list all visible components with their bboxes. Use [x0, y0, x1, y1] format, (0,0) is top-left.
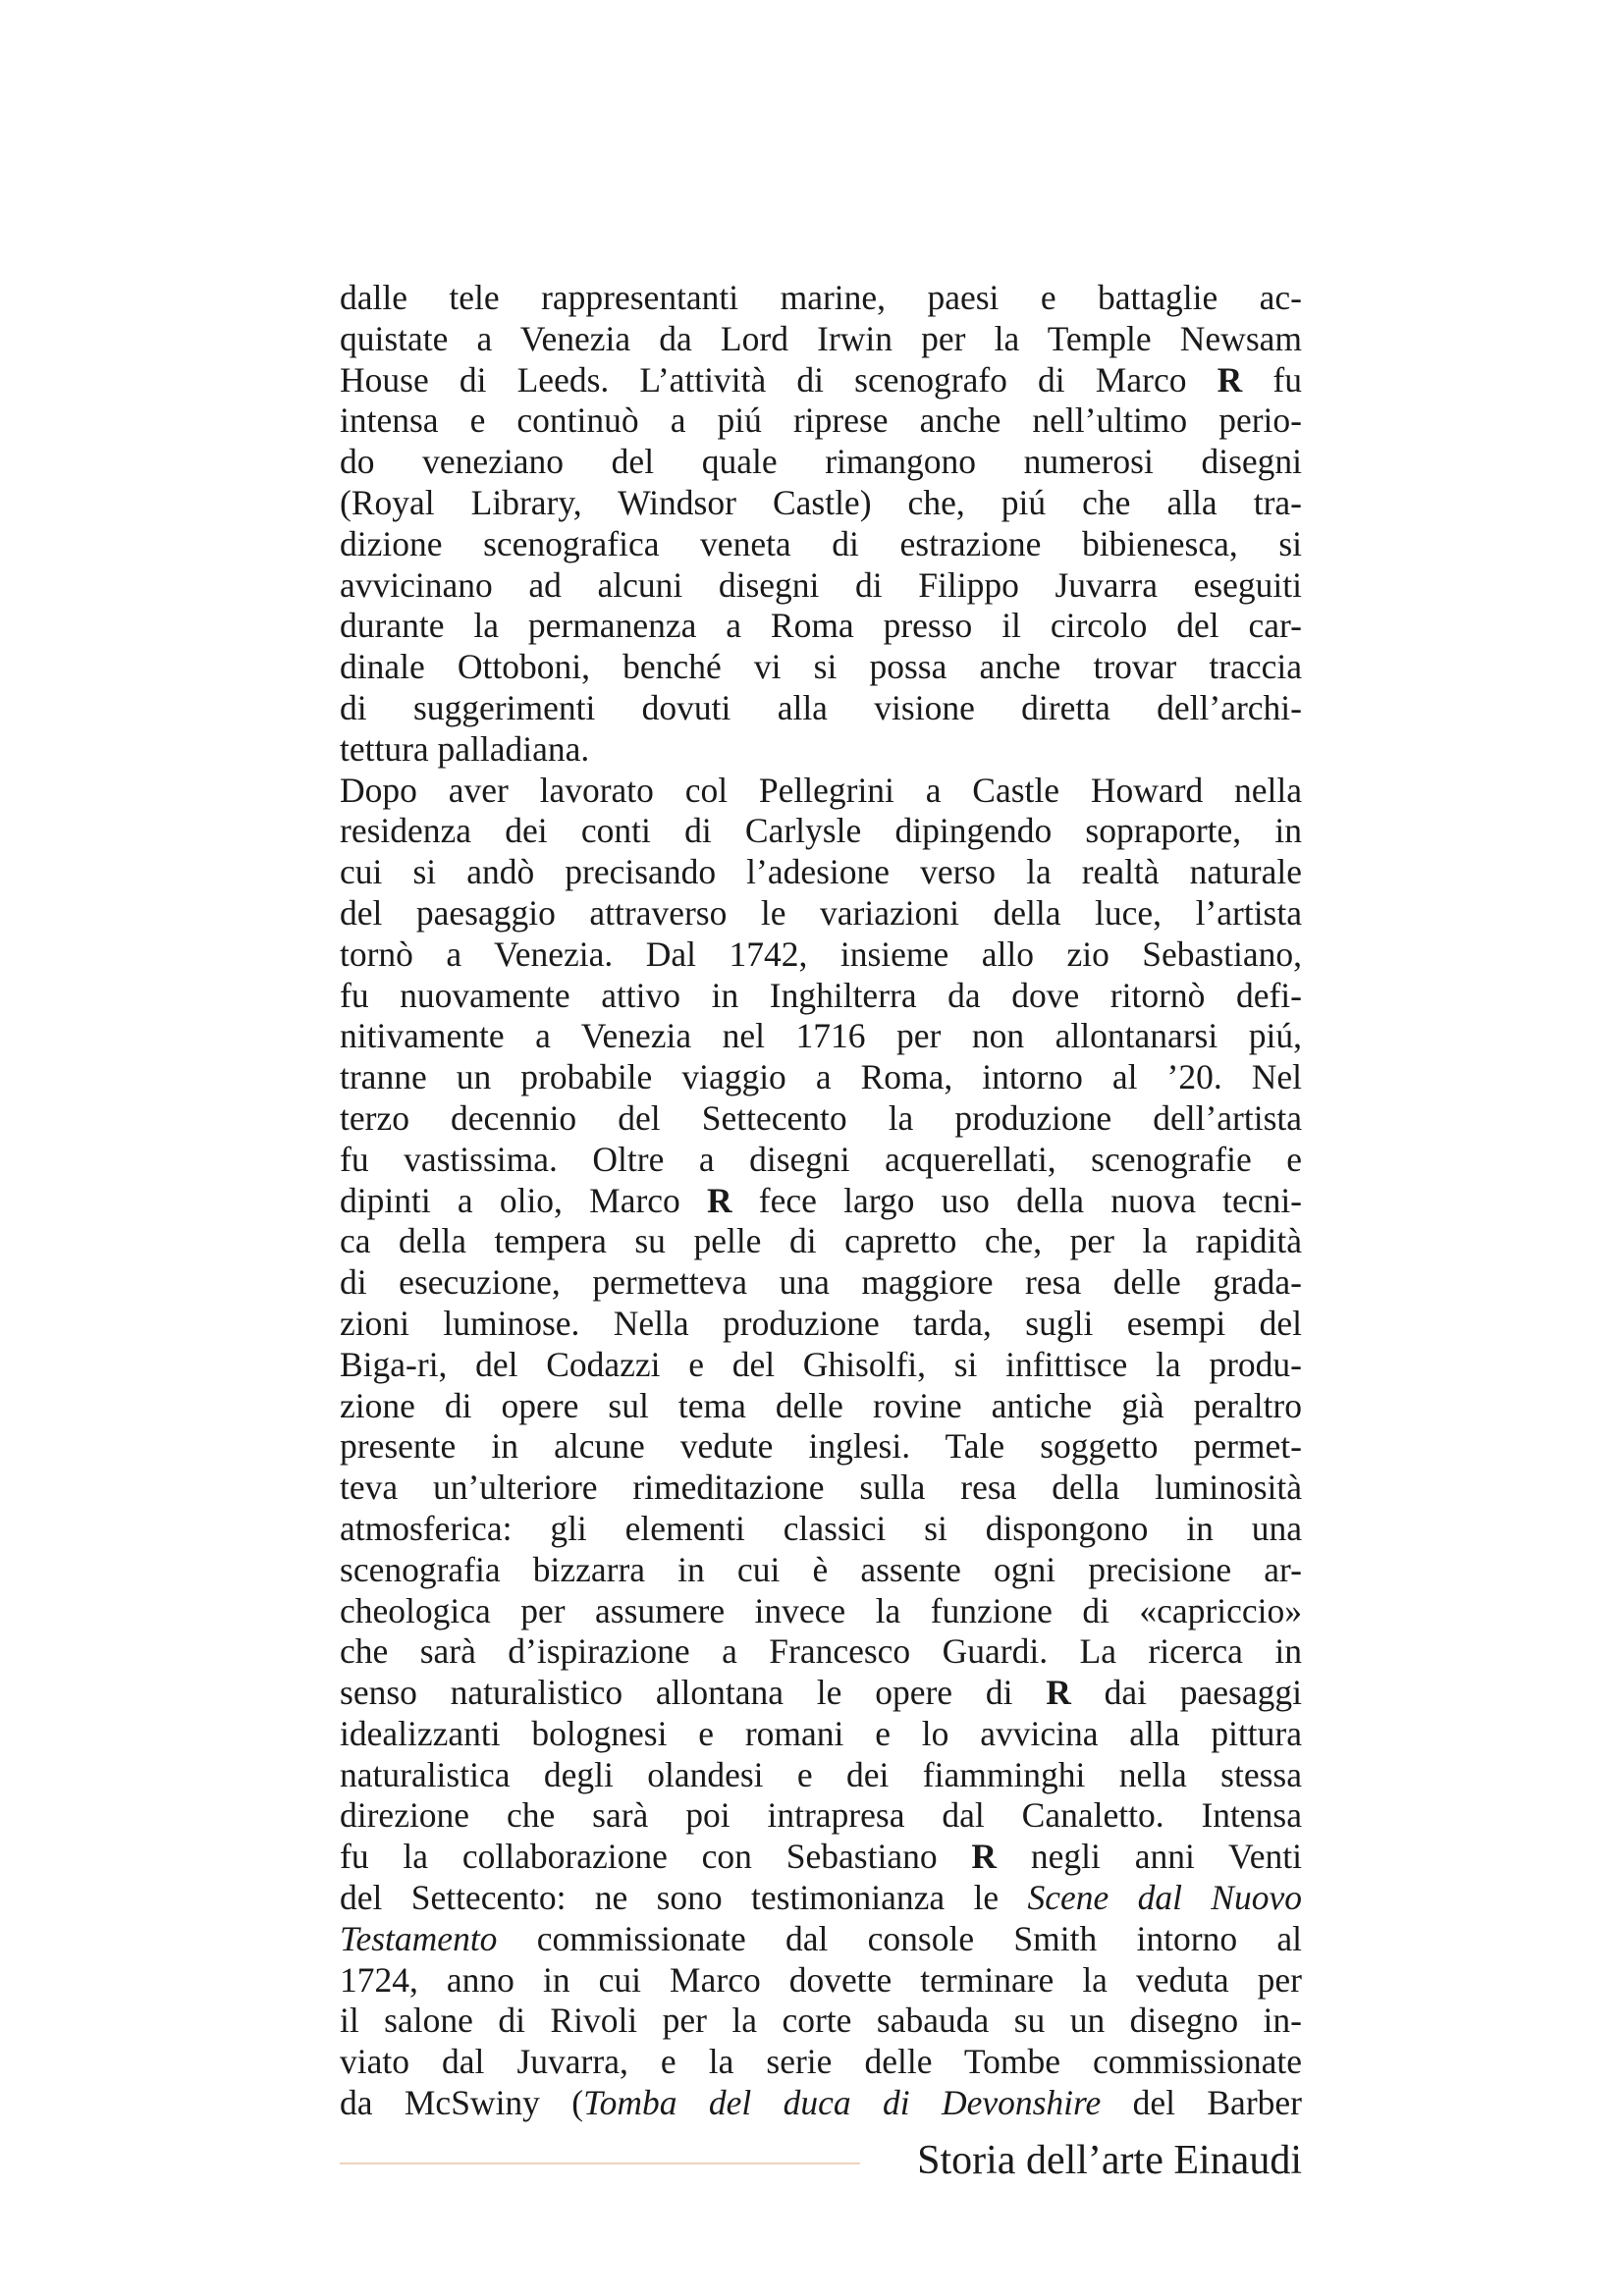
text-run: intensa e continuò a piú riprese anche nell’ultimo perio-	[340, 400, 1302, 441]
text-run: senso naturalistico allontana le opere di	[340, 1673, 1047, 1713]
text-line	[340, 1426, 1302, 1468]
text-run: negli anni Venti	[997, 1837, 1302, 1877]
bold-text: R	[1046, 1673, 1071, 1713]
text-run: avvicinano ad alcuni disegni di Filippo Juvarra eseguiti	[340, 564, 1302, 605]
italic-text: Scene dal Nuovo	[1027, 1878, 1302, 1918]
text-line	[340, 852, 1302, 893]
text-line	[340, 2042, 1302, 2083]
text-line	[340, 893, 1302, 934]
text-line	[340, 278, 1302, 319]
text-line	[340, 1386, 1302, 1427]
text-line	[340, 1468, 1302, 1509]
text-line	[340, 524, 1302, 565]
text-line	[340, 1755, 1302, 1796]
text-run: dai paesaggi	[1070, 1673, 1302, 1713]
text-run: ca della tempera su pelle di capretto che, per la rapidità	[340, 1221, 1302, 1261]
text-line	[340, 1919, 1302, 1960]
text-run: tornò a Venezia. Dal 1742, insieme allo zio Sebastiano,	[340, 934, 1302, 974]
text-run: terzo decennio del Settecento la produzione dell’artista	[340, 1097, 1302, 1138]
text-line	[340, 1878, 1302, 1919]
text-run: da McSwiny (	[340, 2083, 584, 2123]
text-run: naturalistica degli olandesi e dei fiamminghi nella stessa	[340, 1754, 1302, 1794]
text-line	[340, 811, 1302, 852]
text-line	[340, 1837, 1302, 1878]
text-run: atmosferica: gli elementi classici si dispongono in una	[340, 1508, 1302, 1548]
text-line	[340, 1795, 1302, 1837]
text-line	[340, 483, 1302, 524]
italic-text: Tomba del duca di Devonshire	[583, 2083, 1102, 2123]
text-line	[340, 1098, 1302, 1140]
text-run: scenografia bizzarra in cui è assente ogni precisione ar-	[340, 1549, 1302, 1589]
text-line	[340, 1016, 1302, 1057]
text-run: dalle tele rappresentanti marine, paesi e battaglie ac-	[340, 278, 1302, 317]
text-run: fu	[1242, 359, 1302, 400]
bold-text: R	[1217, 359, 1243, 400]
text-run: dipinti a olio, Marco	[340, 1180, 707, 1220]
bold-text: R	[971, 1837, 998, 1877]
text-run: del Settecento: ne sono testimonianza le	[340, 1878, 1028, 1918]
text-run: del paesaggio attraverso le variazioni della luce, l’artista	[340, 892, 1302, 933]
text-line	[340, 1509, 1302, 1550]
text-line	[340, 934, 1302, 976]
paragraph	[340, 771, 1302, 2124]
text-line	[340, 976, 1302, 1017]
text-run: cheologica per assumere invece la funzione di «capriccio»	[340, 1590, 1302, 1630]
text-run: commissionate dal console Smith intorno al	[497, 1918, 1302, 1958]
text-run: del Barber	[1101, 2083, 1302, 2123]
text-line	[340, 1960, 1302, 2002]
footer-title: Storia dell’arte Einaudi	[917, 2138, 1302, 2183]
text-run: fu vastissima. Oltre a disegni acquerellati, scenografie e	[340, 1139, 1302, 1179]
text-line	[340, 1591, 1302, 1632]
text-run: residenza dei conti di Carlysle dipingendo sopraporte, in	[340, 811, 1302, 851]
text-line	[340, 1221, 1302, 1262]
text-run: do veneziano del quale rimangono numerosi disegni	[340, 442, 1302, 482]
text-run: dizione scenografica veneta di estrazione bibienesca, si	[340, 523, 1302, 563]
text-line	[340, 400, 1302, 442]
text-run: durante la permanenza a Roma presso il circolo del car-	[340, 606, 1302, 646]
text-line	[340, 1631, 1302, 1673]
bold-text: R	[706, 1180, 732, 1220]
text-line	[340, 1673, 1302, 1714]
text-run: Biga-ri, del Codazzi e del Ghisolfi, si infittisce la produ-	[340, 1344, 1302, 1384]
text-run: viato dal Juvarra, e la serie delle Tombe commissionate	[340, 2042, 1302, 2082]
text-line	[340, 2001, 1302, 2042]
text-line	[340, 729, 1302, 771]
text-line	[340, 1345, 1302, 1386]
text-run: direzione che sarà poi intrapresa dal Canaletto. Intensa	[340, 1795, 1302, 1836]
body-text	[340, 278, 1302, 2124]
text-line	[340, 1714, 1302, 1755]
text-run: zione di opere sul tema delle rovine antiche già peraltro	[340, 1385, 1302, 1425]
text-run: quistate a Venezia da Lord Irwin per la Temple Newsam	[340, 318, 1302, 358]
text-run: zioni luminose. Nella produzione tarda, sugli esempi del	[340, 1303, 1302, 1343]
text-run: Dopo aver lavorato col Pellegrini a Castle Howard nella	[340, 770, 1302, 810]
text-run: teva un’ulteriore rimeditazione sulla resa della luminosità	[340, 1468, 1302, 1508]
text-line	[340, 565, 1302, 607]
text-line	[340, 442, 1302, 483]
text-line	[340, 2083, 1302, 2124]
text-run: idealizzanti bolognesi e romani e lo avvicina alla pittura	[340, 1713, 1302, 1753]
text-line	[340, 771, 1302, 812]
text-run: di suggerimenti dovuti alla visione diretta dell’archi-	[340, 687, 1302, 727]
italic-text: Testamento	[340, 1918, 498, 1958]
text-run: cui si andò precisando l’adesione verso la realtà naturale	[340, 852, 1302, 892]
text-line	[340, 1181, 1302, 1222]
text-line	[340, 1262, 1302, 1304]
text-line	[340, 606, 1302, 647]
text-line	[340, 1550, 1302, 1591]
text-line	[340, 1140, 1302, 1181]
text-line	[340, 1304, 1302, 1345]
text-line	[340, 647, 1302, 688]
text-line	[340, 688, 1302, 729]
text-run: House di Leeds. L’attività di scenografo di Marco	[340, 359, 1217, 400]
text-run: di esecuzione, permetteva una maggiore resa delle grada-	[340, 1262, 1302, 1303]
text-run: tettura palladiana.	[340, 728, 590, 769]
text-run: presente in alcune vedute inglesi. Tale soggetto permet-	[340, 1426, 1302, 1467]
text-line	[340, 319, 1302, 360]
text-line	[340, 1057, 1302, 1098]
text-run: fu nuovamente attivo in Inghilterra da dove ritornò defi-	[340, 975, 1302, 1015]
text-run: dinale Ottoboni, benché vi si possa anche trovar traccia	[340, 647, 1302, 687]
text-run: il salone di Rivoli per la corte sabauda su un disegno in-	[340, 2001, 1302, 2041]
text-run: fu la collaborazione con Sebastiano	[340, 1837, 972, 1877]
text-run: che sarà d’ispirazione a Francesco Guardi. La ricerca in	[340, 1631, 1302, 1672]
text-run: tranne un probabile viaggio a Roma, intorno al ’20. Nel	[340, 1057, 1302, 1097]
text-run: 1724, anno in cui Marco dovette terminare la veduta per	[340, 1959, 1302, 2000]
footer-rule	[340, 2163, 860, 2164]
text-run: fece largo uso della nuova tecni-	[731, 1180, 1302, 1220]
paragraph	[340, 278, 1302, 771]
text-run: (Royal Library, Windsor Castle) che, piú che alla tra-	[340, 482, 1302, 522]
text-run: nitivamente a Venezia nel 1716 per non allontanarsi piú,	[340, 1016, 1302, 1056]
text-line	[340, 360, 1302, 401]
